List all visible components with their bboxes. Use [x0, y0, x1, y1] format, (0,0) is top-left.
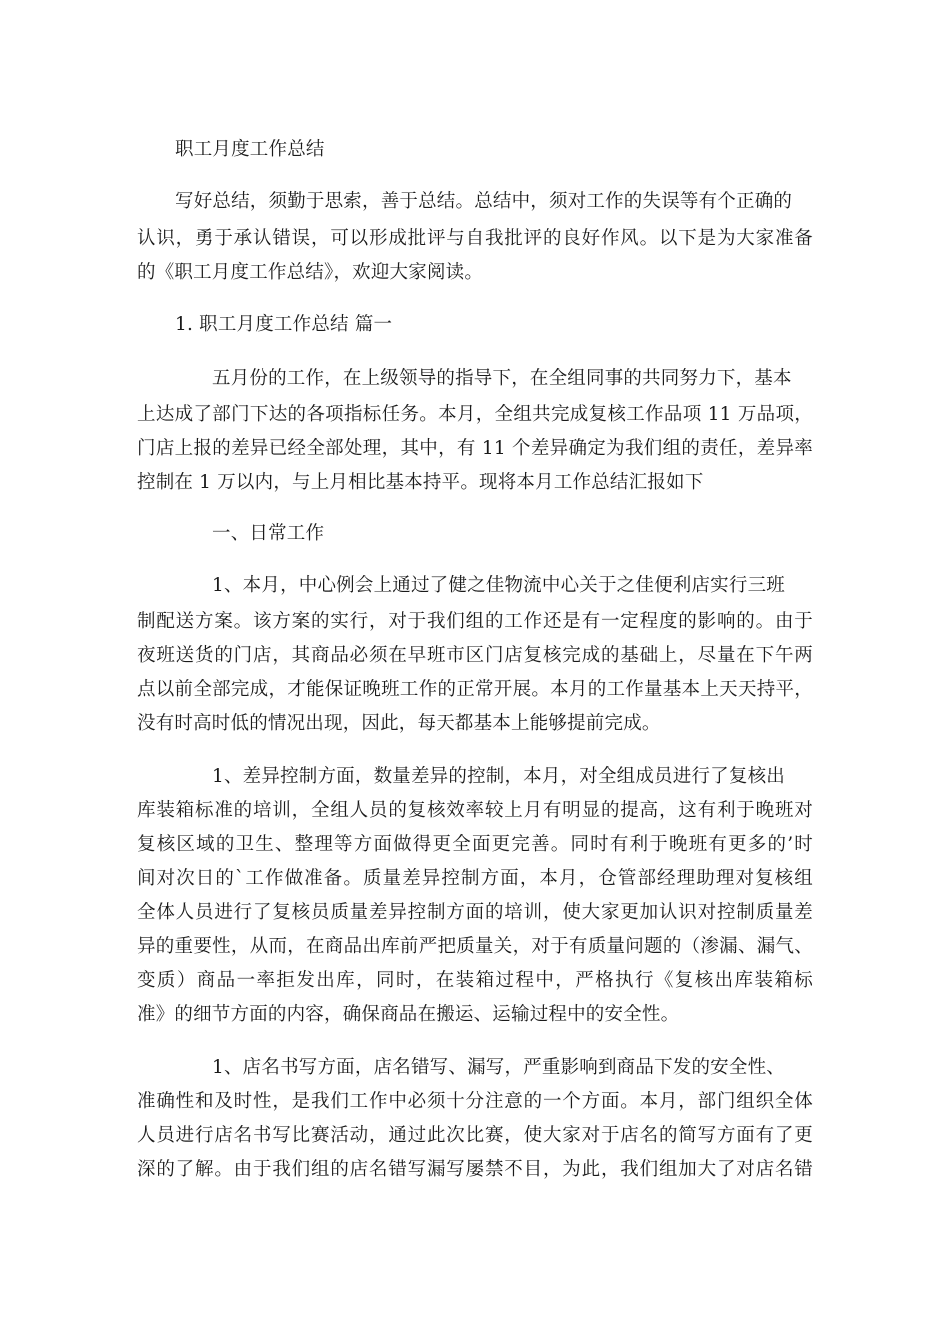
document-title: 职工月度工作总结 [175, 139, 325, 160]
paragraph-line: 1、差异控制方面，数量差异的控制，本月，对全组成员进行了复核出 [212, 766, 785, 787]
paragraph-line: 上达成了部门下达的各项指标任务。本月，全组共完成复核工作品项 11 万品项， [137, 404, 813, 425]
paragraph-line: 夜班送货的门店，其商品必须在早班市区门店复核完成的基础上，尽量在下午两 [137, 645, 813, 666]
intro-line: 写好总结，须勤于思索，善于总结。总结中，须对工作的失误等有个正确的 [175, 191, 793, 212]
paragraph-line: 异的重要性，从而，在商品出库前严把质量关，对于有质量问题的（渗漏、漏气、 [137, 936, 813, 957]
paragraph-line: 准》的细节方面的内容，确保商品在搬运、运输过程中的安全性。 [137, 1004, 680, 1025]
intro-line: 的《职工月度工作总结》，欢迎大家阅读。 [137, 262, 484, 283]
paragraph-line: 深的了解。由于我们组的店名错写漏写屡禁不目，为此，我们组加大了对店名错 [137, 1159, 813, 1180]
paragraph-line: 人员进行店名书写比赛活动，通过此次比赛，使大家对于店名的简写方面有了更 [137, 1125, 813, 1146]
paragraph-line: 全体人员进行了复核员质量差异控制方面的培训，使大家更加认识对控制质量差 [137, 902, 813, 923]
paragraph-line: 间对次日的`工作做准备。质量差异控制方面，本月，仓管部经理助理对复核组 [137, 868, 813, 889]
section-heading: 1. 职工月度工作总结 篇一 [175, 314, 393, 335]
paragraph-line: 五月份的工作，在上级领导的指导下，在全组同事的共同努力下，基本 [212, 368, 792, 389]
paragraph-line: 制配送方案。该方案的实行，对于我们组的工作还是有一定程度的影响的。由于 [137, 611, 813, 632]
paragraph-line: 控制在 1 万以内，与上月相比基本持平。现将本月工作总结汇报如下 [137, 472, 704, 493]
paragraph-line: 1、店名书写方面，店名错写、漏写，严重影响到商品下发的安全性、 [212, 1057, 785, 1078]
paragraph-line: 变质）商品一率拒发出库，同时，在装箱过程中，严格执行《复核出库装箱标 [137, 970, 813, 991]
paragraph-line: 门店上报的差异已经全部处理，其中，有 11 个差异确定为我们组的责任，差异率 [137, 438, 813, 459]
intro-line: 认识，勇于承认错误，可以形成批评与自我批评的良好作风。以下是为大家准备 [137, 228, 813, 249]
paragraph-line: 点以前全部完成，才能保证晚班工作的正常开展。本月的工作量基本上天天持平， [137, 679, 813, 700]
paragraph-line: 1、本月，中心例会上通过了健之佳物流中心关于之佳便利店实行三班 [212, 575, 785, 596]
paragraph-line: 库装箱标准的培训，全组人员的复核效率较上月有明显的提高，这有利于晚班对 [137, 800, 813, 821]
paragraph-line: 准确性和及时性，是我们工作中必须十分注意的一个方面。本月，部门组织全体 [137, 1091, 813, 1112]
paragraph-line: 没有时高时低的情况出现，因此，每天都基本上能够提前完成。 [137, 713, 661, 734]
subheading: 一、日常工作 [212, 523, 325, 544]
paragraph-line: 复核区域的卫生、整理等方面做得更全面更完善。同时有利于晚班有更多的’时 [137, 834, 813, 855]
